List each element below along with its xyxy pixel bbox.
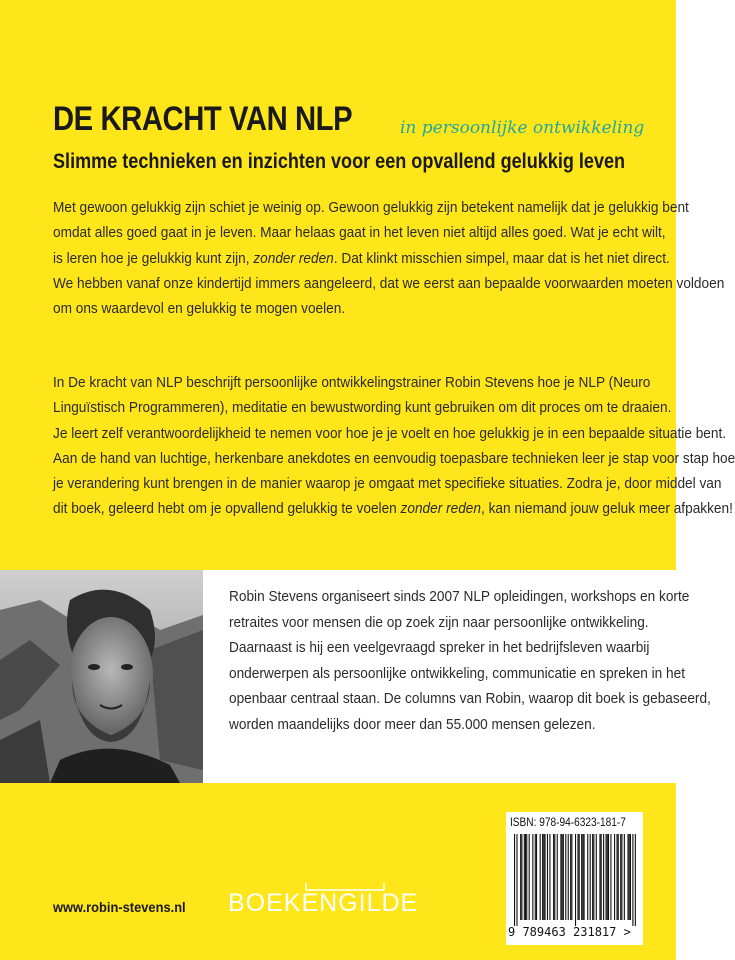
bio-line: Daarnaast is hij een veelgevraagd spreker in het bedrijfsleven waarbij bbox=[229, 639, 650, 656]
bio-line: Robin Stevens organiseert sinds 2007 NLP opleidingen, workshops en korte bbox=[229, 588, 690, 605]
blurb-paragraph-1 bbox=[53, 195, 725, 321]
author-website: www.robin-stevens.nl bbox=[53, 899, 186, 915]
author-bio bbox=[229, 584, 711, 737]
publisher-name: BOEKENGILDE bbox=[228, 889, 419, 917]
blurb-line: In De kracht van NLP beschrijft persoonlijke ontwikkelingstrainer Robin Stevens hoe je NLP (Neuro bbox=[53, 374, 651, 391]
barcode-digits: 9 789463 231817 > bbox=[508, 925, 631, 939]
blurb-text: is leren hoe je gelukkig kunt zijn, bbox=[53, 249, 254, 267]
blurb-line: Linguïstisch Programmeren), meditatie en bewustwording kunt gebruiken om dit proces om te draaien. bbox=[53, 399, 672, 417]
isbn-label: ISBN: 978-94-6323-181-7 bbox=[510, 817, 626, 829]
blurb-text: , kan niemand jouw geluk meer afpakken! bbox=[480, 500, 733, 518]
blurb-line: Aan de hand van luchtige, herkenbare anekdotes en eenvoudig toepasbare technieken leer je stap voor stap hoe bbox=[53, 449, 735, 467]
bio-line: onderwerpen als persoonlijke ontwikkeling, communicatie en spreken in het bbox=[229, 664, 686, 682]
bio-line: openbaar centraal staan. De columns van Robin, waarop dit boek is gebaseerd, bbox=[229, 690, 711, 707]
blurb-paragraph-2 bbox=[53, 370, 735, 522]
book-title-tagline: in persoonlijke ontwikkeling bbox=[400, 118, 645, 138]
barcode-bars bbox=[514, 834, 636, 926]
book-subtitle: Slimme technieken en inzichten voor een opvallend gelukkig leven bbox=[53, 150, 626, 173]
blurb-line bbox=[53, 496, 733, 521]
blurb-text: . Dat klinkt misschien simpel, maar dat is het niet direct. bbox=[333, 249, 670, 267]
blurb-line: Je leert zelf verantwoordelijkheid te nemen voor hoe je je voelt en hoe gelukkig je in een bepaalde situatie bent. bbox=[53, 424, 727, 442]
bio-line: worden maandelijks door meer dan 55.000 mensen gelezen. bbox=[229, 715, 596, 733]
blurb-line: Met gewoon gelukkig zijn schiet je weinig op. Gewoon gelukkig zijn betekent namelijk dat je gelukkig bent bbox=[53, 199, 689, 216]
emphasis-text: zonder reden bbox=[253, 249, 334, 267]
blurb-line: omdat alles goed gaat in je leven. Maar helaas gaat in het leven niet altijd alles goed. Wat je echt wilt, bbox=[53, 224, 666, 242]
isbn-barcode bbox=[506, 812, 643, 945]
crown-icon bbox=[306, 881, 384, 891]
author-photo bbox=[0, 570, 203, 783]
bio-line: retraites voor mensen die op zoek zijn naar persoonlijke ontwikkeling. bbox=[229, 613, 649, 631]
blurb-line: We hebben vanaf onze kindertijd immers aangeleerd, dat we eerst aan bepaalde voorwaarden moeten voldoen bbox=[53, 274, 725, 292]
blurb-line: je verandering kunt brengen in de manier waarop je omgaat met specifieke situaties. Zodra je, door middel van bbox=[53, 475, 722, 493]
blurb-line: om ons waardevol en gelukkig te mogen voelen. bbox=[53, 300, 346, 318]
blurb-line bbox=[53, 246, 670, 271]
publisher-logo bbox=[228, 889, 418, 918]
emphasis-text: zonder reden bbox=[400, 500, 481, 518]
book-title: DE KRACHT VAN NLP bbox=[53, 100, 353, 138]
blurb-text: dit boek, geleerd hebt om je opvallend gelukkig te voelen bbox=[53, 500, 401, 518]
